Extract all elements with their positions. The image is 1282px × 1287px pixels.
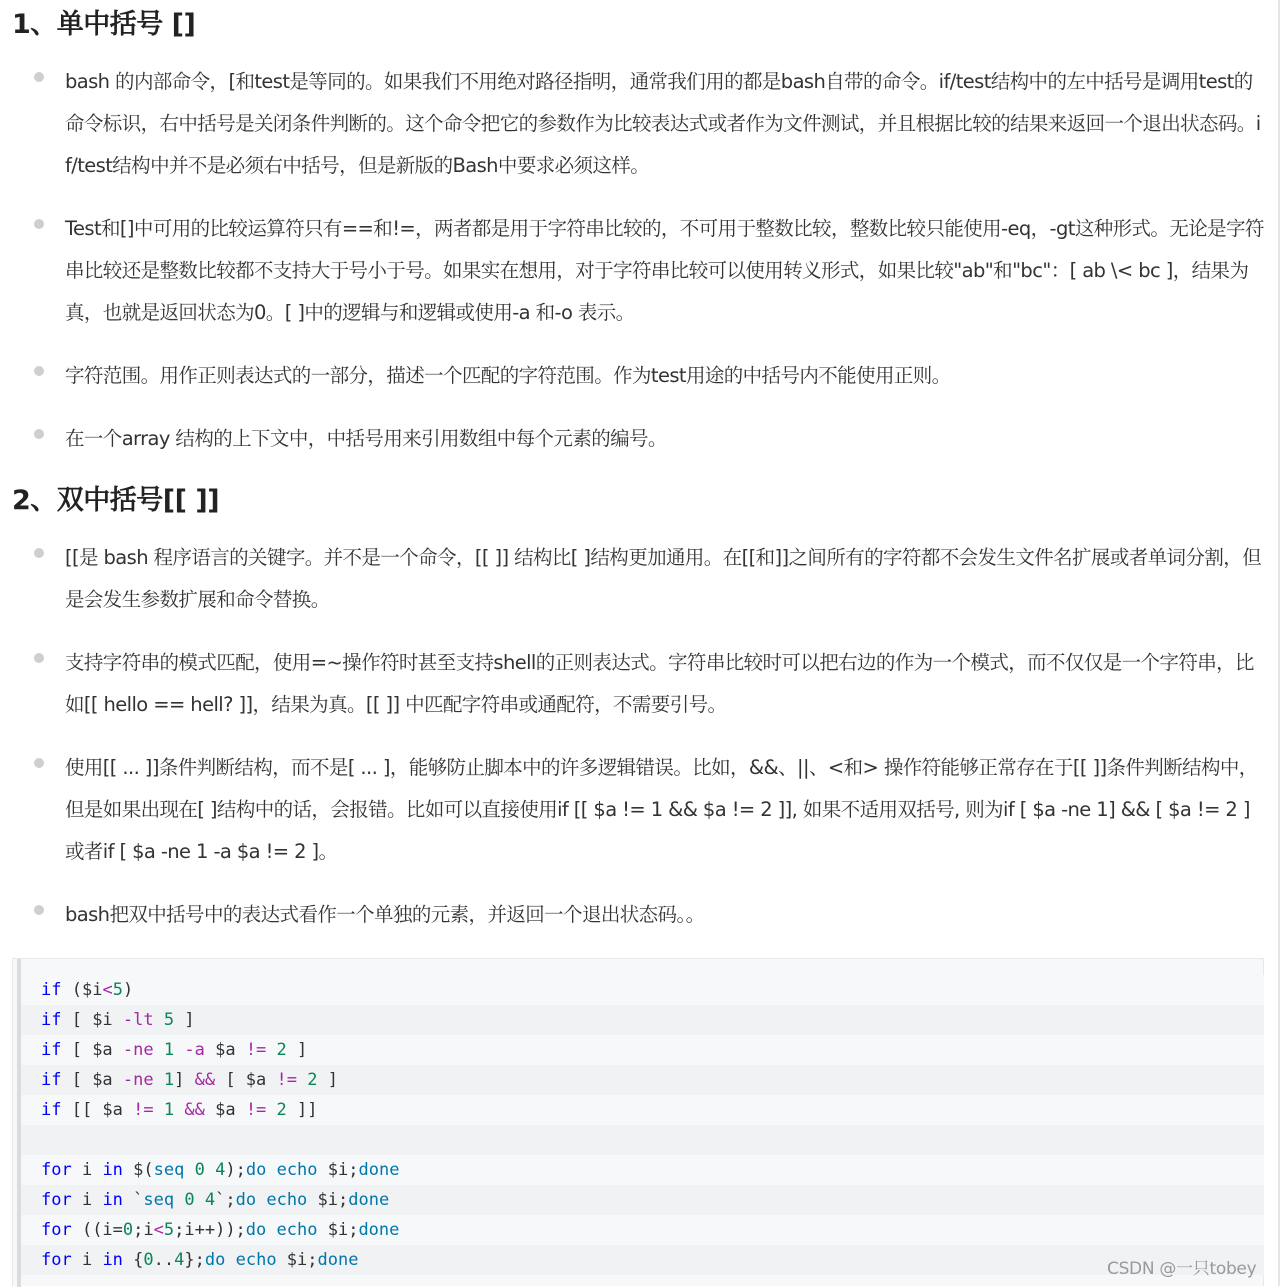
code-line: if [ $i -lt 5 ] — [21, 1005, 1264, 1035]
code-line: if ($i<5) — [21, 975, 1264, 1005]
bullet-dot — [34, 548, 44, 558]
section-title-double-bracket: 2、双中括号[[ ]] — [12, 485, 220, 516]
code-line: if [ $a -ne 1] && [ $a != 2 ] — [21, 1065, 1264, 1095]
right-edge-rule — [1278, 0, 1280, 1286]
list-item: 支持字符串的模式匹配，使用=~操作符时甚至支持shell的正则表达式。字符串比较时可以把右边的作为一个模式，而不仅仅是一个字符串，比如[[ hello == hell? ]]，结果为真。[[ ]] 中匹配字符串或通配符，不需要引号。 — [65, 651, 1254, 716]
code-line: for i in {0..4};do echo $i;done — [21, 1245, 1264, 1275]
code-line — [21, 1125, 1264, 1155]
list-item: 字符范围。用作正则表达式的一部分，描述一个匹配的字符范围。作为test用途的中括号内不能使用正则。 — [65, 364, 951, 387]
bullet-dot — [34, 653, 44, 663]
csdn-watermark: CSDN @一只tobey — [1107, 1259, 1257, 1279]
list-item: 在一个array 结构的上下文中，中括号用来引用数组中每个元素的编号。 — [65, 427, 667, 450]
code-block[interactable] — [12, 958, 1264, 1286]
code-line: for i in `seq 0 4`;do echo $i;done — [21, 1185, 1264, 1215]
code-line: if [[ $a != 1 && $a != 2 ]] — [21, 1095, 1264, 1125]
bullet-dot — [34, 219, 44, 229]
bullet-dot — [34, 366, 44, 376]
list-item: bash 的内部命令，[和test是等同的。如果我们不用绝对路径指明，通常我们用的都是bash自带的命令。if/test结构中的左中括号是调用test的命令标识，右中括号是关闭条件判断的。这个命令把它的参数作为比较表达式或者作为文件测试，并且根据比较的结果来返回一个退出状态码。if/test结构中并不是必须右中括号，但是新版的Bash中要求必须这样。 — [65, 70, 1261, 177]
code-line: if [ $a -ne 1 -a $a != 2 ] — [21, 1035, 1264, 1065]
code-line: for i in $(seq 0 4);do echo $i;done — [21, 1155, 1264, 1185]
bullet-dot — [34, 758, 44, 768]
bullet-dot — [34, 72, 44, 82]
section-title-single-bracket: 1、单中括号 [] — [12, 9, 196, 40]
list-item: 使用[[ ... ]]条件判断结构，而不是[ ... ]，能够防止脚本中的许多逻辑错误。比如，&&、||、<和> 操作符能够正常存在于[[ ]]条件判断结构中，但是如果出现在[ ]结构中的话，会报错。比如可以直接使用if [[ $a != 1 && $a != 2 ]], 如果不适用双括号, 则为if [ $a -ne 1] && [ $a != 2 ]或者if [ $a -ne 1 -a $a != 2 ]。 — [65, 756, 1258, 863]
bullet-dot — [34, 429, 44, 439]
list-item: [[是 bash 程序语言的关键字。并不是一个命令，[[ ]] 结构比[ ]结构更加通用。在[[和]]之间所有的字符都不会发生文件名扩展或者单词分割，但是会发生参数扩展和命令替换。 — [65, 546, 1262, 611]
code-line: for ((i=0;i<5;i++));do echo $i;done — [21, 1215, 1264, 1245]
bullet-dot — [34, 905, 44, 915]
list-item: Test和[]中可用的比较运算符只有==和!=，两者都是用于字符串比较的，不可用于整数比较，整数比较只能使用-eq，-gt这种形式。无论是字符串比较还是整数比较都不支持大于号小于号。如果实在想用，对于字符串比较可以使用转义形式，如果比较"ab"和"bc"：[ ab \< bc ]，结果为真，也就是返回状态为0。[ ]中的逻辑与和逻辑或使用-a 和-o 表示。 — [65, 217, 1264, 324]
list-item: bash把双中括号中的表达式看作一个单独的元素，并返回一个退出状态码。。 — [65, 903, 705, 926]
